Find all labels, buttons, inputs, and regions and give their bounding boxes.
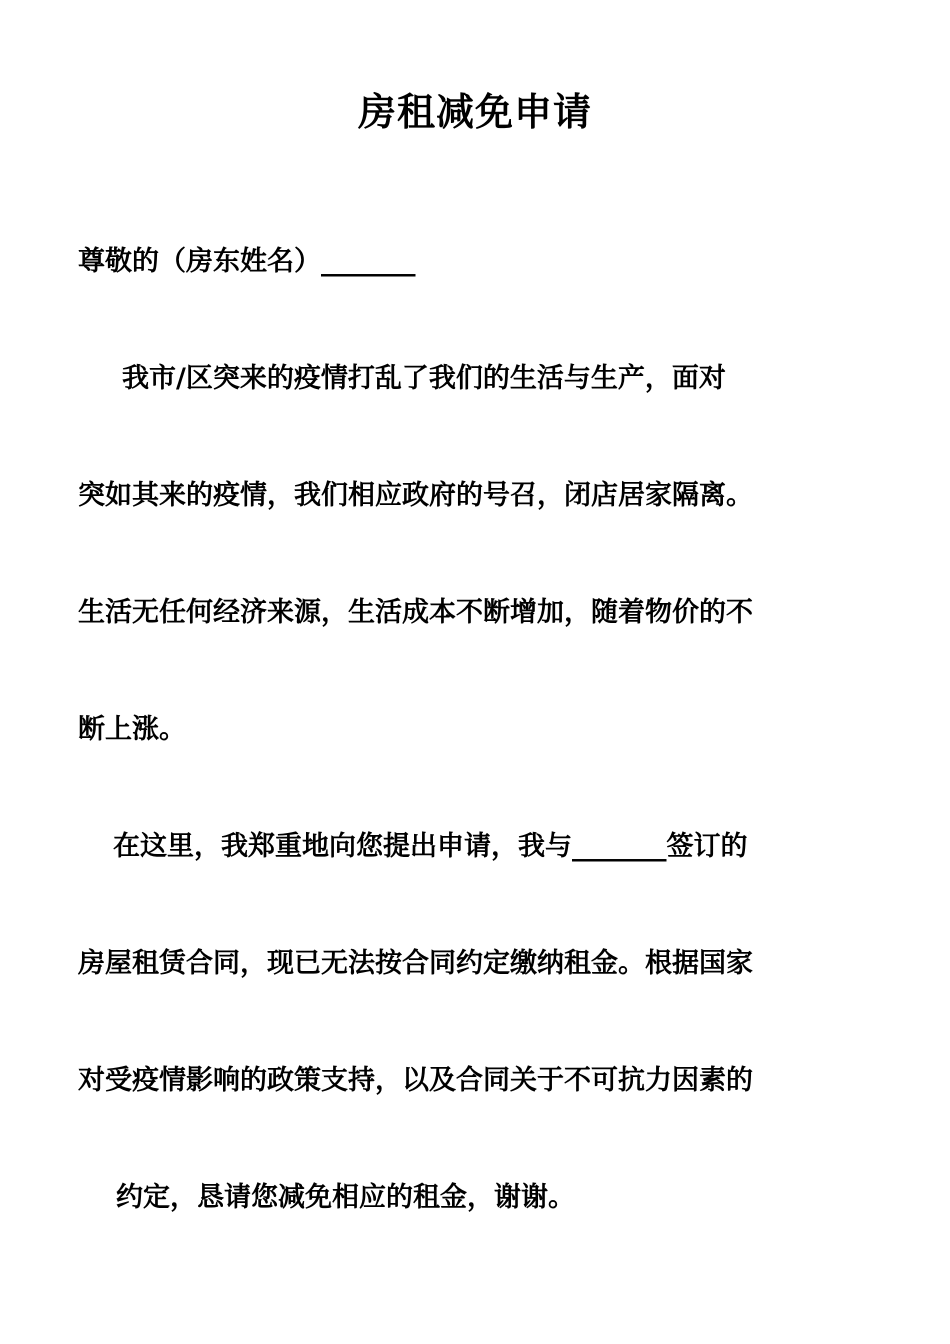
body-line: 在这里，我郑重地向您提出申请，我与_______签订的 [113,831,748,862]
document-title: 房租减免申请 [357,90,592,134]
body-line: 我市/区突来的疫情打乱了我们的生活与生产，面对 [122,363,726,394]
body-line: 突如其来的疫情，我们相应政府的号召，闭店居家隔离。 [78,480,753,511]
body-line: 对受疫情影响的政策支持，以及合同关于不可抗力因素的 [78,1065,753,1096]
body-line: 生活无任何经济来源，生活成本不断增加，随着物价的不 [78,597,753,628]
body-line: 断上涨。 [78,714,186,745]
body-line: 房屋租赁合同，现已无法按合同约定缴纳租金。根据国家 [78,948,753,979]
body-line: 约定，恳请您减免相应的租金，谢谢。 [116,1182,575,1213]
salutation-line: 尊敬的（房东姓名）_______ [78,246,416,277]
